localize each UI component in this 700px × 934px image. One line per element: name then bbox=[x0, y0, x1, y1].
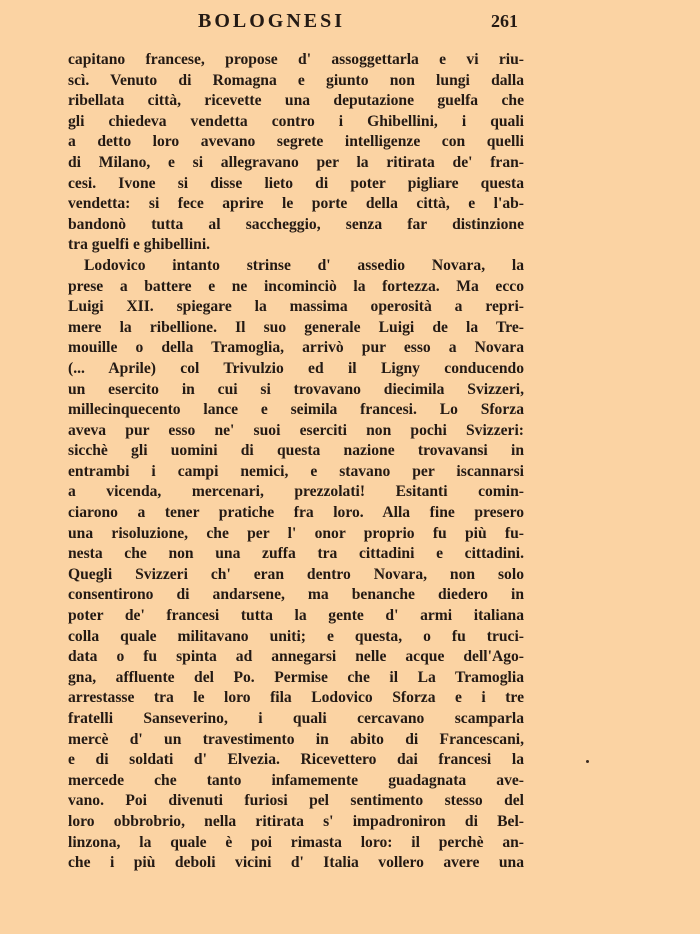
text-line: un esercito in cui si trovavano diecimila Svizzeri, bbox=[68, 380, 524, 398]
text-line: loro obbrobrio, nella ritirata s' impadroniron di Bel- bbox=[68, 812, 524, 830]
text-line: arrestasse tra le loro fila Lodovico Sforza e i tre bbox=[68, 689, 524, 707]
text-line: Luigi XII. spiegare la massima operosità a repri- bbox=[68, 298, 524, 316]
page-number: 261 bbox=[491, 11, 518, 31]
text-line: ribellata città, ricevette una deputazione guelfa che bbox=[68, 92, 524, 110]
text-line: mercede che tanto infamemente guadagnata ave- bbox=[68, 771, 524, 789]
text-line: a detto loro avevano segrete intelligenze con quelli bbox=[68, 133, 524, 151]
text-line: bandonò tutta al saccheggio, senza far distinzione bbox=[68, 215, 524, 233]
text-line: ciarono a tener pratiche fra loro. Alla fine presero bbox=[68, 504, 524, 522]
text-line: (... Aprile) col Trivulzio ed il Ligny conducendo bbox=[68, 359, 524, 377]
text-line: Lodovico intanto strinse d' assedio Novara, la bbox=[84, 256, 524, 274]
text-line: tra guelfi e ghibellini. bbox=[68, 236, 211, 254]
text-line: vano. Poi divenuti furiosi pel sentimento stesso del bbox=[68, 792, 524, 810]
text-line: sicchè gli uomini di questa nazione trovavansi in bbox=[68, 442, 524, 460]
text-line: di Milano, e si allegravano per la ritirata de' fran- bbox=[68, 153, 524, 171]
text-line: che i più deboli vicini d' Italia vollero avere una bbox=[68, 854, 524, 872]
text-line: capitano francese, propose d' assoggettarla e vi riu- bbox=[68, 51, 524, 68]
page-header bbox=[68, 8, 518, 34]
text-line: gli chiedeva vendetta contro i Ghibellini, i quali bbox=[68, 112, 524, 130]
text-line: Quegli Svizzeri ch' eran dentro Novara, non solo bbox=[68, 565, 524, 583]
text-line: gna, affluente del Po. Permise che il La Tramoglia bbox=[68, 668, 524, 686]
text-line: vendetta: si fece aprire le porte della città, e l'ab- bbox=[68, 195, 524, 213]
text-line: mere la ribellione. Il suo generale Luigi de la Tre- bbox=[68, 318, 524, 336]
text-line: aveva pur esso ne' suoi eserciti non pochi Svizzeri: bbox=[68, 421, 524, 439]
ink-speck bbox=[586, 760, 589, 763]
text-line: poter de' francesi tutta la gente d' armi italiana bbox=[68, 607, 524, 625]
text-line: nesta che non una zuffa tra cittadini e cittadini. bbox=[68, 545, 524, 563]
text-line: cesi. Ivone si disse lieto di poter pigliare questa bbox=[68, 174, 524, 192]
text-line: mercè d' un travestimento in abito di Francescani, bbox=[68, 730, 524, 748]
text-line: a vicenda, mercenari, prezzolati! Esitanti comin- bbox=[68, 483, 524, 501]
text-line: colla quale militavano uniti; e questa, o fu truci- bbox=[68, 627, 524, 645]
text-line: scì. Venuto di Romagna e giunto non lungi dalla bbox=[68, 71, 524, 89]
text-line: e di soldati d' Elvezia. Ricevettero dai francesi la bbox=[68, 751, 524, 769]
text-line: consentirono di andarsene, ma benanche diedero in bbox=[68, 586, 524, 604]
text-line: linzona, la quale è poi rimasta loro: il perchè an- bbox=[68, 833, 524, 851]
running-head: BOLOGNESI bbox=[198, 10, 346, 32]
text-line: fratelli Sanseverino, i quali cercavano scamparla bbox=[68, 710, 524, 727]
text-line: prese a battere e ne incominciò la fortezza. Ma ecco bbox=[68, 277, 524, 295]
body-text bbox=[68, 50, 524, 874]
text-line: data o fu spinta ad annegarsi nelle acque dell'Ago- bbox=[68, 648, 524, 666]
text-line: millecinquecento lance e seimila francesi. Lo Sforza bbox=[68, 401, 524, 419]
text-line: una risoluzione, che per l' onor proprio fu più fu- bbox=[68, 524, 524, 542]
text-line: entrambi i campi nemici, e stavano per iscannarsi bbox=[68, 462, 524, 480]
text-line: mouille o della Tramoglia, arrivò pur esso a Novara bbox=[68, 339, 524, 357]
